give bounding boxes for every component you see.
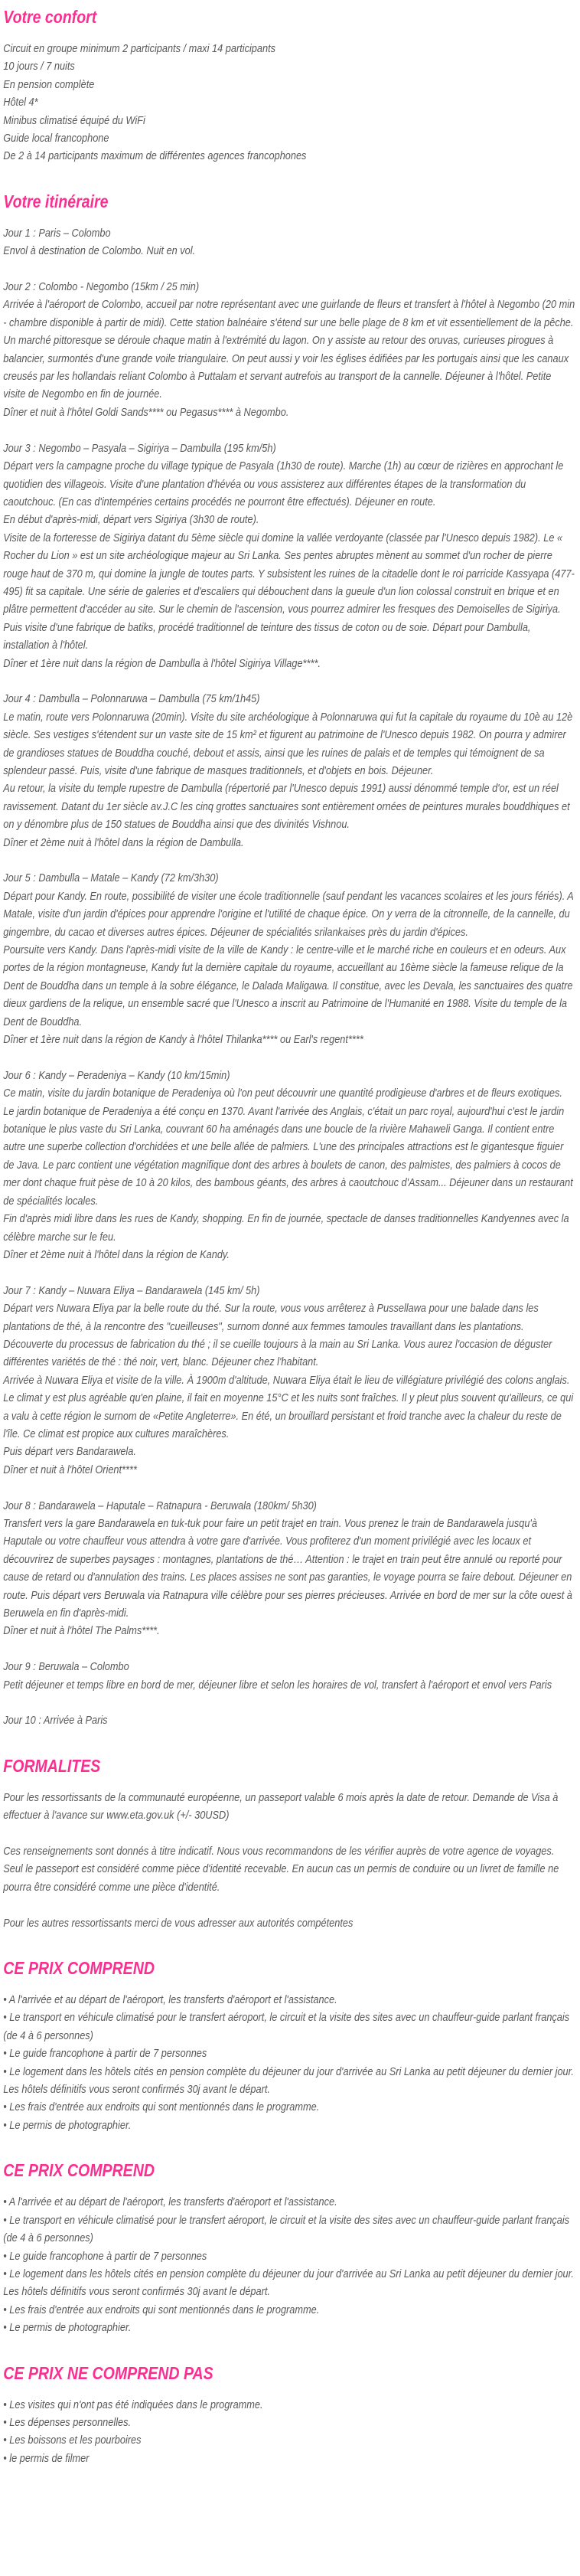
itinerary-days [3,224,575,1730]
day-paragraph: Dîner et 1ère nuit dans la région de Kandy à l'hôtel Thilanka**** ou Earl's regent**** [3,1033,363,1047]
day-title: Jour 9 : Beruwala – Colombo [3,1660,129,1674]
day-paragraph: Dîner et nuit à l'hôtel Goldi Sands**** ou Pegasus**** à Negombo. [3,405,289,419]
price-section-title: CE PRIX NE COMPREND PAS [3,2362,213,2383]
day-title: Jour 3 : Negombo – Pasyala – Sigiriya – Dambulla (195 km/5h) [3,441,276,455]
price-section [3,1957,575,2134]
section-title-formalites: FORMALITES [3,1755,101,1776]
confort-line: Guide local francophone [3,132,109,145]
price-section [3,2159,575,2336]
price-sections [3,1957,575,2467]
price-item: • Les frais d'entrée aux endroits qui sont mentionnés dans le programme. [3,2098,575,2116]
confort-lines [3,40,575,165]
price-item: • Le transport en véhicule climatisé pour le transfert aéroport, le circuit et la visite des sites avec un chauffeur-guide parlant français (de 4 à 6 personnes) [3,2009,575,2045]
day-paragraph: Dîner et nuit à l'hôtel Orient**** [3,1463,137,1476]
confort-line: Minibus climatisé équipé du WiFi [3,113,145,127]
day-title: Jour 2 : Colombo - Negombo (15km / 25 min) [3,280,200,294]
day-paragraph: Fin d'après midi libre dans les rues de Kandy, shopping. En fin de journée, spectacle de danses traditionnelles Kandyennes avec la célèbre marche sur le feu. [3,1212,569,1244]
itinerary-day [3,1282,575,1479]
price-items [3,2396,575,2468]
price-item: • le permis de filmer [3,2450,575,2467]
itinerary-day [3,1711,575,1729]
day-title: Jour 7 : Kandy – Nuwara Eliya – Bandarawela (145 km/ 5h) [3,1283,260,1297]
price-section-title: CE PRIX COMPREND [3,1958,155,1979]
day-paragraph: Le matin, route vers Polonnaruwa (20min). Visite du site archéologique à Polonnaruwa qui fut la capitale du royaume du 10è au 12è siècle. Ses vestiges s'étendent sur un vaste site de 15 km² et figurent au patrimoine de l'Unesco depuis 1982. On pourra y admirer de grandioses statues de Bouddha couché, debout et assis, ainsi que les ruines de palais et de temples qui témoignent de sa splendeur passé. Puis, visite d'une fabrique de masques traditionnels, et d'objets en bois. Déjeuner. [3,710,573,777]
day-paragraph: Dîner et nuit à l'hôtel The Palms****. [3,1624,160,1638]
price-item: • A l'arrivée et au départ de l'aéroport, les transferts d'aéroport et l'assistance. [3,2193,575,2211]
price-item: • Le guide francophone à partir de 7 personnes [3,2247,575,2265]
day-paragraph: Arrivée à l'aéroport de Colombo, accueil par notre représentant avec une guirlande de fleurs et transfert à l'hôtel à Negombo (20 min - chambre disponible à partir de midi). Cette station balnéaire s'étend sur une belle plage de 8 km et vit essentiellement de la pêche. Un marché pittoresque se déroule chaque matin à l'extrémité du lagon. On y assiste au retour des oruvas, curieuses pirogues à balancier, surmontés d'une grande voile triangulaire. On peut aussi y voir les églises édifiées par les portugais ainsi que les canaux creusés par les hollandais reliant Colombo à Puttalam et servant autrefois au transport de la cannelle. Déjeuner à l'hôtel. Petite visite de Negombo en fin de journée. [3,298,575,401]
price-item: • Le logement dans les hôtels cités en pension complète du déjeuner du jour d'arrivée au Sri Lanka au petit déjeuner du dernier jour. Les hôtels définitifs vous seront confirmés 30j avant le départ. [3,2063,575,2099]
day-paragraph: Départ vers la campagne proche du village typique de Pasyala (1h30 de route). Marche (1h) au cœur de rizières en approchant le quotidien des villageois. Visite d'une plantation d'hévéa ou vous assisterez aux différentes étapes de la transformation du caoutchouc. (En cas d'intempéries certains procédés ne pourront être effectués). Déjeuner en route. [3,459,564,508]
price-item: • Les frais d'entrée aux endroits qui sont mentionnés dans le programme. [3,2301,575,2319]
day-title: Jour 8 : Bandarawela – Haputale – Ratnapura - Beruwala (180km/ 5h30) [3,1499,317,1512]
price-section [3,2362,575,2468]
price-items [3,1991,575,2134]
day-paragraph: Ce matin, visite du jardin botanique de Peradeniya où l'on peut découvrir une quantité prodigieuse d'arbres et de fleurs exotiques. Le jardin botanique de Peradeniya a été conçu en 1370. Avant l'arrivée des Anglais, c'était un parc royal, aujourd'hui c'est le jardin botanique le plus vaste du Sri Lanka, couvrant 60 ha aménagés dans une boucle de la rivière Mahaweli Ganga. Il contient entre autre une superbe collection d'orchidées et une belle allée de palmiers. L'une des principales attractions est le gigantesque figuier de Java. Le parc contient une végétation magnifique dont des arbres à boulets de canon, des palmistes, des palmiers à cocos de mer dont chaque fruit pèse de 10 à 20 kilos, des bambous géants, des arbres à caoutchouc d'Assam... Déjeuner dans un restaurant de spécialités locales. [3,1087,573,1208]
confort-line: 10 jours / 7 nuits [3,60,75,74]
formalites-paragraph: Pour les autres ressortissants merci de vous adresser aux autorités compétentes [3,1916,354,1930]
day-paragraph: Au retour, la visite du temple rupestre de Dambulla (répertorié par l'Unesco depuis 1991) aussi dénommé temple d'or, est un réel ravissement. Datant du 1er siècle av.J.C les cinq grottes sanctuaires sont entièrement ornées de peintures murales bouddhiques et on y dénombre plus de 150 statues de Bouddha ainsi que des divinités Vishnou. [3,782,570,832]
price-item: • Le logement dans les hôtels cités en pension complète du déjeuner du jour d'arrivée au Sri Lanka au petit déjeuner du dernier jour. Les hôtels définitifs vous seront confirmés 30j avant le départ. [3,2265,575,2301]
day-paragraph: Dîner et 2ème nuit à l'hôtel dans la région de Kandy. [3,1247,230,1261]
confort-line: De 2 à 14 participants maximum de différentes agences francophones [3,149,307,163]
day-paragraph: En début d'après-midi, départ vers Sigiriya (3h30 de route). [3,513,259,527]
day-paragraph: Visite de la forteresse de Sigiriya datant du 5ème siècle qui domine la vallée verdoyante (classée par l'Unesco depuis 1982). Le « Rocher du Lion » est un site archéologique majeur au Sri Lanka. Ses pentes abruptes mènent au sommet d'un rocher de pierre rouge haut de 370 m, qui domine la jungle de toutes parts. Y subsistent les ruines de la citadelle dont le roi parricide Kassyapa (477-495) fit sa capitale. Une série de galeries et d'escaliers qui débouchent dans la gueule d'un lion colossal construit en brique et en plâtre permettent d'accéder au site. Sur le chemin de l'ascension, vous pourrez admirer les fresques des Demoiselles de Sigiriya. [3,531,575,616]
day-title: Jour 5 : Dambulla – Matale – Kandy (72 km/3h30) [3,871,219,885]
formalites-paragraph: Pour les ressortissants de la communauté européenne, un passeport valable 6 mois après la date de retour. Demande de Visa à effectuer à l'avance sur www.eta.gov.uk (+/- 30USD) [3,1790,559,1822]
day-paragraph: Départ pour Kandy. En route, possibilité de visiter une école traditionnelle (sauf pendant les vacances scolaires et les jours fériés). A Matale, visite d'un jardin d'épices pour apprendre l'origine et l'utilité de chaque épice. On y verra de la citronnelle, de la cannelle, du gingembre, du cacao et diverses autres épices. Déjeuner de spécialités srilankaises près du jardin d'épices. [3,889,574,939]
itinerary-day [3,869,575,1048]
itinerary-day [3,440,575,672]
day-paragraph: Puis visite d'une fabrique de batiks, procédé traditionnel de teinture des tissus de coton ou de soie. Départ pour Dambulla, installation à l'hôtel. [3,620,531,652]
itinerary-day [3,1067,575,1263]
itinerary-day [3,690,575,852]
day-paragraph: Transfert vers la gare Bandarawela en tuk-tuk pour faire un petit trajet en train. Vous prenez le train de Bandarawela jusqu'à Haputale ou votre chauffeur vous attendra à votre gare d'arrivée. Vous profiterez d'un moment privilégié avec les locaux et découvrirez de superbes paysages : montagnes, plantations de thé… Attention : le trajet en train peut être annulé ou reporté pour cause de retard ou d'annulation des trains. Les places assises ne sont pas garanties, le voyage pourra se faire debout. Déjeuner en route. Puis départ vers Beruwala via Ratnapura ville célèbre pour ses pierres précieuses. Arrivée en bord de mer sur la côte ouest à Beruwela en fin d'après-midi. [3,1516,572,1620]
price-item: • Les dépenses personnelles. [3,2414,575,2431]
confort-line: Circuit en groupe minimum 2 participants / maxi 14 participants [3,42,275,55]
day-paragraph: Dîner et 1ère nuit dans la région de Dambulla à l'hôtel Sigiriya Village****. [3,656,321,670]
itinerary-day [3,278,575,421]
confort-line: Hôtel 4* [3,96,38,110]
price-items [3,2193,575,2336]
day-paragraph: Puis départ vers Bandarawela. [3,1445,136,1459]
price-item: • Les visites qui n'ont pas été indiquées dans le programme. [3,2396,575,2414]
price-item: • Le permis de photographier. [3,2319,575,2336]
formalites-paragraph: Ces renseignements sont donnés à titre indicatif. Nous vous recommandons de les vérifier auprès de votre agence de voyages. Seul le passeport est considéré comme pièce d'identité recevable. En aucun cas un permis de conduire ou un livret de famille ne pourra être considéré comme une pièce d'identité. [3,1845,559,1894]
itinerary-day [3,1497,575,1640]
price-item: • Le guide francophone à partir de 7 personnes [3,2045,575,2062]
itinerary-day [3,1658,575,1694]
section-itineraire [3,190,575,1730]
day-paragraph: Envol à destination de Colombo. Nuit en vol. [3,244,196,258]
day-title: Jour 4 : Dambulla – Polonnaruwa – Dambulla (75 km/1h45) [3,692,260,706]
day-paragraph: Poursuite vers Kandy. Dans l'après-midi visite de la ville de Kandy : le centre-ville et le marché riche en couleurs et en odeurs. Aux portes de la région montagneuse, Kandy fut la dernière capitale du royaume, accueillant au 16ème siècle la fameuse relique de la Dent de Bouddha dans un temple à la sobre élégance, le Dalada Maligawa. Il constitue, avec les Devala, les sanctuaires des quatre dieux gardiens de la relique, un ensemble sacré que l'Unesco a inscrit au Patrimoine de l'Humanité en 1988. Visite du temple de la Dent de Bouddha. [3,943,573,1028]
itinerary-day [3,224,575,260]
formalites-paragraphs [3,1789,575,1932]
day-title: Jour 6 : Kandy – Peradeniya – Kandy (10 km/15min) [3,1068,230,1082]
day-paragraph: Dîner et 2ème nuit à l'hôtel dans la région de Dambulla. [3,835,244,849]
day-paragraph: Petit déjeuner et temps libre en bord de mer, déjeuner libre et selon les horaires de vol, transfert à l'aéroport et envol vers Paris [3,1678,552,1692]
day-title: Jour 1 : Paris – Colombo [3,226,111,240]
price-item: • Le transport en véhicule climatisé pour le transfert aéroport, le circuit et la visite des sites avec un chauffeur-guide parlant français (de 4 à 6 personnes) [3,2212,575,2247]
price-item: • A l'arrivée et au départ de l'aéroport, les transferts d'aéroport et l'assistance. [3,1991,575,2009]
section-title-confort: Votre confort [3,7,97,27]
section-formalites [3,1754,575,1932]
price-item: • Le permis de photographier. [3,2117,575,2134]
price-section-title: CE PRIX COMPREND [3,2160,155,2181]
day-paragraph: Départ vers Nuwara Eliya par la belle route du thé. Sur la route, vous vous arrêterez à Pussellawa pour une balade dans les plantations de thé, à la rencontre des "cueilleuses", surnom donné aux femmes tamoules travaillant dans les plantations. Découverte du processus de fabrication du thé ; il se cueille toujours à la main au Sri Lanka. Vous aurez l'occasion de déguster différentes variétés de thé : thé noir, vert, blanc. Déjeuner chez l'habitant. [3,1302,552,1369]
confort-line: En pension complète [3,77,95,91]
section-title-itineraire: Votre itinéraire [3,191,109,211]
section-confort [3,5,575,165]
day-paragraph: Arrivée à Nuwara Eliya et visite de la ville. À 1900m d'altitude, Nuwara Eliya était le lieu de villégiature privilégié des colons anglais. Le climat y est plus agréable qu'en plaine, il fait en moyenne 15°C et les nuits sont fraîches. Il y pleut plus souvent qu'ailleurs, ce qui a valu à cette région le surnom de «Petite Angleterre». En été, un brouillard persistant et froid tranche avec la chaleur du reste de l'île. Ce climat est propice aux cultures maraîchères. [3,1373,574,1440]
day-title: Jour 10 : Arrivée à Paris [3,1714,108,1728]
price-item: • Les boissons et les pourboires [3,2431,575,2449]
